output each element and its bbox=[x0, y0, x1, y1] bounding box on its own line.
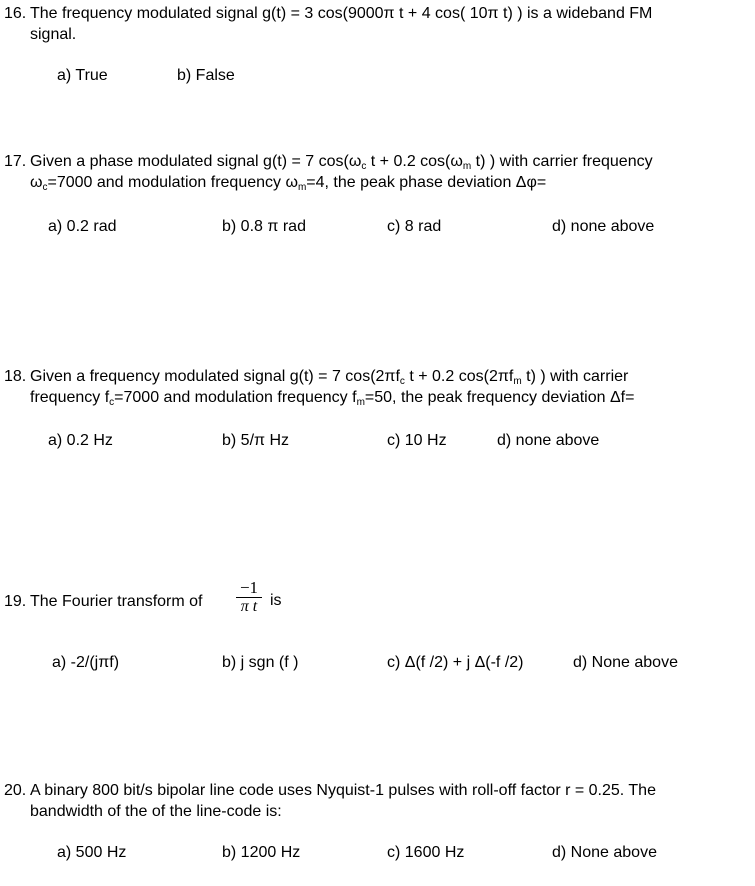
option-b[interactable]: b) 0.8 π rad bbox=[222, 218, 306, 235]
question-text bbox=[30, 151, 752, 193]
question-number: 20. bbox=[4, 782, 27, 799]
question-line: signal. bbox=[30, 26, 77, 43]
question-text-after: is bbox=[270, 592, 282, 609]
question-line: The frequency modulated signal g(t) = 3 cos(9000π t + 4 cos( 10π t) ) is a wideband FM bbox=[30, 5, 653, 22]
question-line: bandwidth of the of the line-code is: bbox=[30, 803, 282, 820]
fraction-denominator: π t bbox=[240, 598, 258, 615]
option-d[interactable]: d) none above bbox=[497, 432, 600, 449]
fraction bbox=[232, 579, 266, 616]
option-a[interactable]: a) True bbox=[57, 67, 108, 84]
question-number: 17. bbox=[4, 153, 27, 170]
question-18 bbox=[4, 366, 752, 408]
option-a[interactable]: a) 0.2 Hz bbox=[48, 432, 113, 449]
fraction-numerator: −1 bbox=[239, 578, 259, 597]
option-d[interactable]: d) None above bbox=[573, 654, 678, 671]
option-a[interactable]: a) -2/(jπf) bbox=[52, 654, 120, 671]
question-line: The Fourier transform of bbox=[30, 593, 203, 610]
question-number: 18. bbox=[4, 368, 27, 385]
question-text bbox=[30, 591, 752, 612]
option-c[interactable]: c) Δ(f /2) + j Δ(-f /2) bbox=[387, 654, 524, 671]
question-text bbox=[30, 366, 752, 408]
question-number: 19. bbox=[4, 593, 27, 610]
option-c[interactable]: c) 10 Hz bbox=[387, 432, 447, 449]
question-line: Given a frequency modulated signal g(t) = 7 $\cos(2\pi f_c$ t + 0.2 $\cos(2\pi f_m$ t) ) with carrier bbox=[30, 368, 629, 387]
question-line: A binary 800 bit/s bipolar line code uses Nyquist-1 pulses with roll-off factor r = 0.25. The bbox=[30, 782, 656, 799]
option-d[interactable]: d) none above bbox=[552, 218, 655, 235]
question-text bbox=[30, 780, 752, 822]
question-line: Given a phase modulated signal g(t) = 7 $\cos(\omega_c$ t + 0.2 $\cos(\omega_m$ t) ) with carrier frequency bbox=[30, 153, 653, 172]
option-c[interactable]: c) 8 rad bbox=[387, 218, 442, 235]
question-20 bbox=[4, 780, 752, 822]
question-number: 16. bbox=[4, 5, 27, 22]
option-a[interactable]: a) 0.2 rad bbox=[48, 218, 117, 235]
question-line: frequency $f_c=7000$ and modulation frequency $f_m=50$, the peak frequency deviation Δf= bbox=[30, 389, 635, 408]
option-b[interactable]: b) j sgn (f ) bbox=[222, 654, 299, 671]
option-b[interactable]: b) False bbox=[177, 67, 235, 84]
option-d[interactable]: d) None above bbox=[552, 844, 657, 861]
option-a[interactable]: a) 500 Hz bbox=[57, 844, 127, 861]
option-c[interactable]: c) 1600 Hz bbox=[387, 844, 465, 861]
option-b[interactable]: b) 5/π Hz bbox=[222, 432, 290, 449]
option-b[interactable]: b) 1200 Hz bbox=[222, 844, 301, 861]
question-17 bbox=[4, 151, 752, 193]
question-line: $\omega_c=7000$ and modulation frequency $\omega_m=4$, the peak phase deviation Δφ= bbox=[30, 174, 547, 193]
question-16 bbox=[4, 3, 752, 45]
question-text bbox=[30, 3, 752, 45]
question-19 bbox=[4, 591, 752, 612]
